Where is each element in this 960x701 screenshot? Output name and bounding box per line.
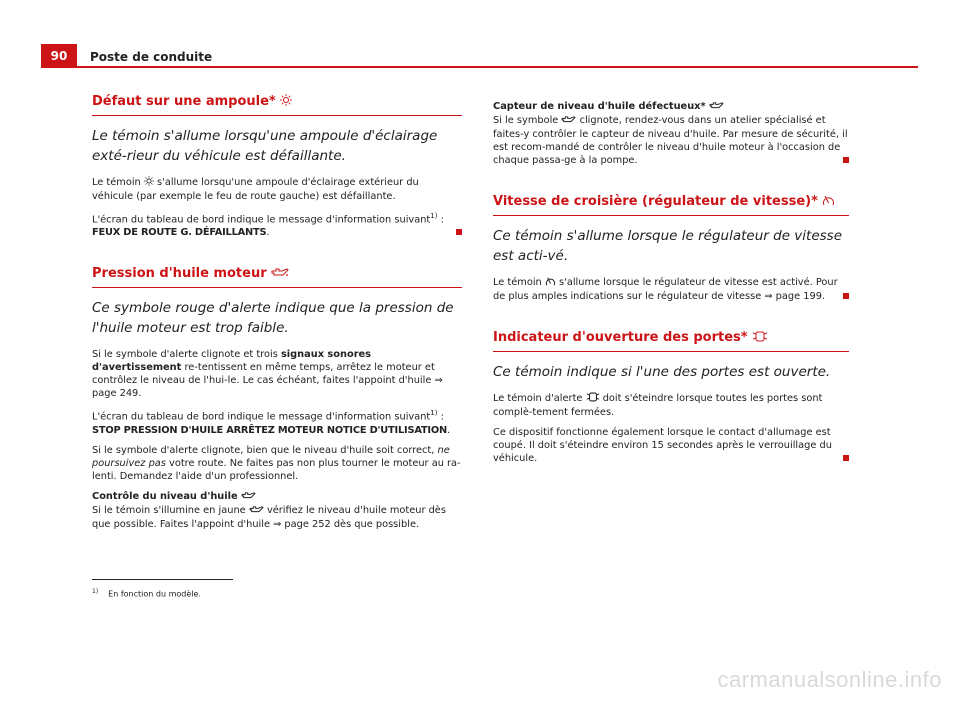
bulb-failure-icon <box>280 94 292 110</box>
right-column <box>493 100 849 472</box>
left-column <box>92 94 462 538</box>
footnote <box>92 588 201 599</box>
section-end-mark <box>843 293 849 299</box>
paragraph: L'écran du tableau de bord indique le message d'information suivant$^{1)}$ : STOP PRESSION D'HUILE ARRÊTEZ MOTEUR NOTICE D'UTILISATION. <box>92 409 451 436</box>
section-end-mark <box>456 229 462 235</box>
paragraph: Ce dispositif fonctionne également lorsque le contact d'allumage est coupé. Il doit s'éteindre environ 15 secondes après le verrouillage du véhicule. <box>493 426 849 465</box>
paragraph: Si le symbole clignote, rendez-vous dans un atelier spécialisé et faites-y contrôler le capteur de niveau d'huile. Par mesure de sécurité, il est recom-mandé de contrôler le niveau d'huile moteur à l'occasion de chaque passa-ge à la pompe. <box>493 115 848 166</box>
watermark: carmanualsonline.info <box>717 667 942 692</box>
bulb-failure-icon <box>144 176 154 190</box>
paragraph: Le témoin d'alerte doit s'éteindre lorsque toutes les portes sont complè-tement fermées. <box>493 393 823 418</box>
subheading-oil-level: Contrôle du niveau d'huile <box>92 490 462 504</box>
cruise-control-icon <box>545 276 556 290</box>
oil-can-icon <box>249 505 264 518</box>
footnote-mark: 1) <box>92 588 99 595</box>
open-doors-icon <box>586 392 600 406</box>
info-message: STOP PRESSION D'HUILE ARRÊTEZ MOTEUR NOTICE D'UTILISATION <box>92 424 448 436</box>
oil-can-icon <box>241 491 256 504</box>
footnote-text: En fonction du modèle. <box>108 589 201 599</box>
page-number: 90 <box>41 44 77 68</box>
section-title-door-indicator: Indicateur d'ouverture des portes* <box>493 330 849 352</box>
paragraph: Si le témoin s'illumine en jaune vérifiez le niveau d'huile moteur dès que possible. Faites l'appoint d'huile ⇒ page 252 dès que possible. <box>92 504 446 530</box>
open-doors-icon <box>752 331 768 346</box>
section-title-bulb-failure: Défaut sur une ampoule* <box>92 94 462 116</box>
section-end-mark <box>843 157 849 163</box>
paragraph: Le témoin s'allume lorsque le régulateur de vitesse est activé. Pour de plus amples indications sur le régulateur de vitesse ⇒ page 199. <box>493 276 849 303</box>
lead-door-indicator: Ce témoin indique si l'une des portes est ouverte. <box>493 364 831 380</box>
lead-cruise-control: Ce témoin s'allume lorsque le régulateur de vitesse est acti-vé. <box>493 228 842 264</box>
oil-can-icon <box>271 267 289 282</box>
oil-can-icon <box>709 101 724 114</box>
paragraph: Si le symbole d'alerte clignote et trois signaux sonores d'avertissement re-tentissent en même temps, arrêtez le moteur et contrôlez le niveau de l'hui-le. Le cas échéant, faites l'appoint d'huile ⇒ page 249. <box>92 349 443 400</box>
oil-can-icon <box>561 115 576 128</box>
cruise-control-icon <box>822 194 835 210</box>
footnote-ref: 1) <box>430 212 438 220</box>
footnote-rule <box>92 579 233 580</box>
lead-bulb-failure: Le témoin s'allume lorsqu'une ampoule d'éclairage exté-rieur du véhicule est défaillante. <box>92 128 438 164</box>
lead-oil-pressure: Ce symbole rouge d'alerte indique que la pression de l'huile moteur est trop faible. <box>92 300 454 337</box>
page-header-title: Poste de conduite <box>90 50 213 64</box>
info-message: FEUX DE ROUTE G. DÉFAILLANTS <box>92 227 267 239</box>
paragraph: Le témoin s'allume lorsqu'une ampoule d'éclairage extérieur du véhicule (par exemple le feu de route gauche) est défaillante. <box>92 177 419 202</box>
section-title-cruise-control: Vitesse de croisière (régulateur de vitesse)* <box>493 194 849 216</box>
subheading-oil-sensor: Capteur de niveau d'huile défectueux* <box>493 100 849 114</box>
section-title-oil-pressure: Pression d'huile moteur <box>92 266 462 288</box>
header-rule <box>77 66 918 68</box>
paragraph: Si le symbole d'alerte clignote, bien que le niveau d'huile soit correct, ne poursuivez pas votre route. Ne faites pas non plus tourner le moteur au ra-lenti. Demandez l'aide d'un professionnel. <box>92 444 461 482</box>
paragraph: L'écran du tableau de bord indique le message d'information suivant$^{1)}$ : FEUX DE ROUTE G. DÉFAILLANTS. <box>92 210 462 239</box>
section-end-mark <box>843 455 849 461</box>
footnote-ref: 1) <box>430 409 438 418</box>
